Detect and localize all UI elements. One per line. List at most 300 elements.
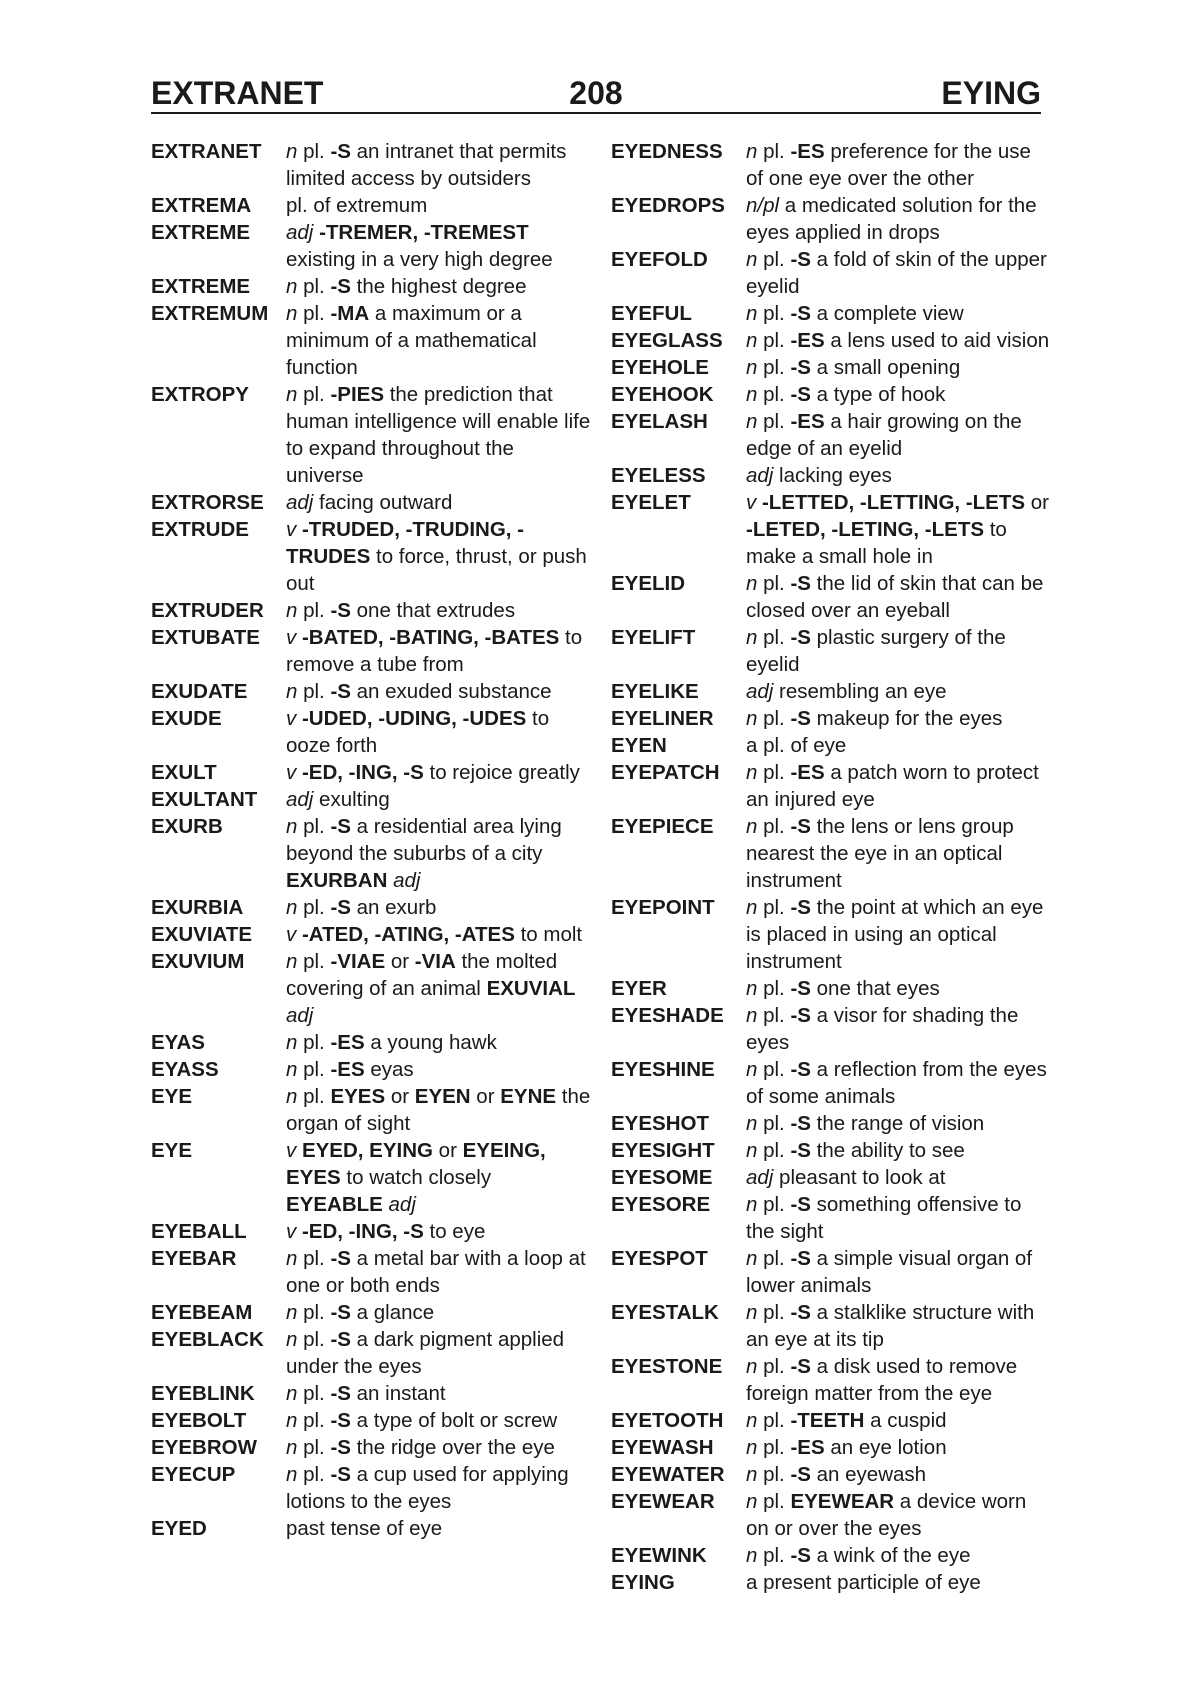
part-of-speech: n	[286, 1247, 298, 1270]
entry-definition	[286, 1137, 591, 1218]
definition-text: the lid of skin that can be closed over an eyeball	[746, 572, 1044, 622]
entry-headword: EYEPIECE	[611, 815, 714, 838]
definition-text: pl.	[757, 1193, 791, 1216]
part-of-speech: v	[286, 1220, 297, 1243]
definition-text: the highest degree	[350, 275, 527, 298]
dictionary-entry	[151, 1056, 591, 1083]
entry-headword: EXTRORSE	[151, 491, 264, 514]
part-of-speech: n	[746, 1139, 758, 1162]
definition-text: pl.	[757, 248, 791, 271]
definition-text: pl.	[297, 1031, 331, 1054]
entry-headword: EYAS	[151, 1031, 205, 1054]
entry-definition	[286, 678, 591, 705]
dictionary-entry	[611, 489, 1051, 570]
definition-text: pl.	[297, 1085, 331, 1108]
part-of-speech: n	[746, 140, 758, 163]
dictionary-entry	[151, 1434, 591, 1461]
definition-text: an intranet that permits limited access by outsiders	[286, 140, 567, 190]
definition-text: to eye	[423, 1220, 486, 1243]
entry-headword: EXURBIA	[151, 896, 244, 919]
definition-text: to ooze forth	[286, 707, 550, 757]
dictionary-entry	[611, 1191, 1051, 1245]
definition-text: a young hawk	[364, 1031, 497, 1054]
definition-text: one that extrudes	[350, 599, 516, 622]
entry-definition	[746, 1569, 1051, 1596]
dictionary-entry	[151, 516, 591, 597]
entry-definition	[286, 273, 591, 300]
definition-text: pl.	[757, 1490, 791, 1513]
dictionary-entry	[151, 1029, 591, 1056]
inflection-text: -S	[790, 302, 811, 325]
part-of-speech: n	[286, 1436, 298, 1459]
definition-text: preference for the use of one eye over the other	[746, 140, 1031, 190]
definition-text: pl.	[297, 302, 331, 325]
dictionary-entry	[611, 1488, 1051, 1542]
part-of-speech: n	[746, 977, 758, 1000]
definition-text: a fold of skin of the upper eyelid	[746, 248, 1047, 298]
inflection-text: -BATED, -BATING, -BATES	[301, 626, 560, 649]
dictionary-entry	[611, 894, 1051, 975]
inflection-text: -S	[790, 356, 811, 379]
inflection-text: EXUVIAL	[486, 977, 576, 1000]
part-of-speech: adj	[388, 1193, 416, 1216]
entry-headword: EYEBALL	[151, 1220, 247, 1243]
part-of-speech: v	[286, 761, 297, 784]
part-of-speech: n	[746, 1490, 758, 1513]
part-of-speech: adj	[286, 491, 314, 514]
definition-text: a type of hook	[810, 383, 946, 406]
entry-headword: EXTRUDER	[151, 599, 264, 622]
definition-text: a disk used to remove foreign matter from the eye	[746, 1355, 1018, 1405]
inflection-text: -TRUDED, -TRUDING, -TRUDES	[286, 518, 525, 568]
entry-definition	[746, 408, 1051, 462]
entry-headword: EXTREMA	[151, 194, 252, 217]
part-of-speech: n/pl	[746, 194, 780, 217]
dictionary-entry	[611, 1110, 1051, 1137]
entry-definition	[286, 192, 591, 219]
definition-text: pl.	[757, 329, 791, 352]
entry-definition	[286, 1245, 591, 1299]
entry-headword: EYESTALK	[611, 1301, 719, 1324]
part-of-speech: n	[286, 275, 298, 298]
entry-definition	[286, 1029, 591, 1056]
part-of-speech: n	[746, 815, 758, 838]
part-of-speech: n	[746, 1355, 758, 1378]
dictionary-entry	[611, 1434, 1051, 1461]
definition-text: pl.	[297, 599, 331, 622]
definition-text: a stalklike structure with an eye at its tip	[746, 1301, 1035, 1351]
definition-text: a type of bolt or screw	[350, 1409, 558, 1432]
entry-definition	[746, 1191, 1051, 1245]
definition-text: or	[432, 1139, 463, 1162]
entry-headword: EYED	[151, 1517, 207, 1540]
definition-text: past tense of eye	[286, 1517, 443, 1540]
part-of-speech: adj	[746, 464, 774, 487]
definition-text: an instant	[350, 1382, 446, 1405]
guide-word-left: EXTRANET	[151, 75, 324, 111]
dictionary-entry	[151, 1461, 591, 1515]
entry-definition	[746, 1434, 1051, 1461]
part-of-speech: v	[286, 707, 297, 730]
inflection-text: -S	[330, 1382, 351, 1405]
definition-text: something offensive to the sight	[746, 1193, 1022, 1243]
definition-text: the organ of sight	[286, 1085, 591, 1135]
definition-text: a metal bar with a loop at one or both ends	[286, 1247, 586, 1297]
inflection-text: EYEABLE	[286, 1193, 383, 1216]
part-of-speech: n	[286, 599, 298, 622]
page-header	[151, 74, 1041, 114]
definition-text: or	[385, 950, 415, 973]
inflection-text: -PIES	[330, 383, 384, 406]
definition-text: to rejoice greatly	[423, 761, 580, 784]
entry-headword: EXTUBATE	[151, 626, 260, 649]
definition-text: or	[385, 1085, 415, 1108]
part-of-speech: n	[746, 1409, 758, 1432]
part-of-speech: n	[286, 1382, 298, 1405]
entry-headword: EXUVIUM	[151, 950, 245, 973]
part-of-speech: n	[746, 356, 758, 379]
part-of-speech: adj	[286, 1004, 314, 1027]
definition-text: pl.	[297, 896, 331, 919]
definition-text: pl.	[757, 356, 791, 379]
definition-text: to make a small hole in	[746, 518, 1007, 568]
entry-definition	[746, 1002, 1051, 1056]
dictionary-entry	[611, 705, 1051, 732]
entry-headword: EXUDATE	[151, 680, 248, 703]
inflection-text: -S	[790, 1355, 811, 1378]
inflection-text: -S	[790, 1058, 811, 1081]
entry-definition	[746, 894, 1051, 975]
entry-definition	[746, 1461, 1051, 1488]
entry-definition	[746, 570, 1051, 624]
dictionary-entry	[151, 1137, 591, 1218]
entry-headword: EYEBAR	[151, 1247, 237, 1270]
definition-text: a patch worn to protect an injured eye	[746, 761, 1039, 811]
dictionary-entry	[611, 1245, 1051, 1299]
part-of-speech: adj	[746, 680, 774, 703]
page-number: 208	[569, 75, 623, 111]
entry-headword: EYESIGHT	[611, 1139, 715, 1162]
dictionary-entry	[611, 354, 1051, 381]
inflection-text: -S	[330, 599, 351, 622]
entry-definition	[746, 246, 1051, 300]
inflection-text: -S	[790, 815, 811, 838]
dictionary-entry	[611, 1569, 1051, 1596]
entry-definition	[746, 1299, 1051, 1353]
part-of-speech: adj	[393, 869, 421, 892]
entry-definition	[286, 138, 591, 192]
entry-headword: EYESTONE	[611, 1355, 723, 1378]
entry-definition	[746, 678, 1051, 705]
entry-definition	[746, 138, 1051, 192]
inflection-text: -S	[330, 1328, 351, 1351]
part-of-speech: n	[286, 1085, 298, 1108]
inflection-text: -S	[790, 896, 811, 919]
inflection-text: -S	[330, 896, 351, 919]
definition-text: pl.	[757, 1139, 791, 1162]
entry-definition	[746, 759, 1051, 813]
definition-text: a cuspid	[864, 1409, 947, 1432]
definition-text: pl.	[297, 1247, 331, 1270]
definition-text: pl.	[757, 1544, 791, 1567]
entry-headword: EXURB	[151, 815, 223, 838]
entry-headword: EYELET	[611, 491, 691, 514]
part-of-speech: n	[746, 410, 758, 433]
entry-definition	[746, 381, 1051, 408]
inflection-text: -S	[790, 977, 811, 1000]
dictionary-entry	[611, 570, 1051, 624]
entry-headword: EYEBLACK	[151, 1328, 264, 1351]
inflection-text: -ED, -ING, -S	[301, 1220, 424, 1243]
part-of-speech: n	[286, 1328, 298, 1351]
entry-definition	[746, 300, 1051, 327]
definition-text: pl.	[757, 1301, 791, 1324]
definition-text: the ridge over the eye	[350, 1436, 555, 1459]
part-of-speech: n	[746, 1463, 758, 1486]
part-of-speech: n	[286, 680, 298, 703]
entry-headword: EYEWASH	[611, 1436, 714, 1459]
definition-text: the molted covering of an animal	[286, 950, 558, 1000]
entry-definition	[286, 948, 591, 1029]
dictionary-entry	[611, 1542, 1051, 1569]
definition-text: exulting	[313, 788, 390, 811]
dictionary-entry	[611, 975, 1051, 1002]
inflection-text: -ES	[790, 410, 825, 433]
entry-definition	[746, 1542, 1051, 1569]
entry-definition	[286, 489, 591, 516]
definition-text: plastic surgery of the eyelid	[746, 626, 1006, 676]
definition-text: pl.	[757, 140, 791, 163]
entry-headword: EYEWATER	[611, 1463, 725, 1486]
guide-word-right: EYING	[941, 75, 1041, 111]
definition-text: the prediction that human intelligence will enable life to expand throughout the universe	[286, 383, 591, 487]
definition-text: pl.	[757, 815, 791, 838]
entry-definition	[746, 1407, 1051, 1434]
entry-headword: EYELIFT	[611, 626, 696, 649]
dictionary-entry	[611, 732, 1051, 759]
part-of-speech: n	[286, 950, 298, 973]
part-of-speech: n	[746, 1112, 758, 1135]
entry-headword: EXTRANET	[151, 140, 262, 163]
entry-headword: EYEPATCH	[611, 761, 720, 784]
inflection-text: -TREMER, -TREMEST	[319, 221, 529, 244]
inflection-text: -S	[330, 680, 351, 703]
part-of-speech: n	[746, 1247, 758, 1270]
entry-definition	[746, 354, 1051, 381]
inflection-text: EYES	[330, 1085, 386, 1108]
inflection-text: -S	[330, 140, 351, 163]
definition-text: or	[1025, 491, 1049, 514]
entry-definition	[286, 813, 591, 894]
part-of-speech: n	[286, 302, 298, 325]
entry-headword: EYE	[151, 1085, 193, 1108]
definition-text: eyas	[364, 1058, 414, 1081]
inflection-text: -MA	[330, 302, 370, 325]
definition-text: pl.	[757, 1058, 791, 1081]
definition-text: to remove a tube from	[286, 626, 583, 676]
part-of-speech: n	[746, 1544, 758, 1567]
inflection-text: -S	[790, 248, 811, 271]
definition-text: pl. of extremum	[286, 194, 428, 217]
inflection-text: -S	[330, 1247, 351, 1270]
entry-headword: EXTREME	[151, 275, 251, 298]
entry-headword: EYEHOOK	[611, 383, 714, 406]
dictionary-entry	[151, 273, 591, 300]
dictionary-entry	[151, 678, 591, 705]
inflection-text: -S	[790, 707, 811, 730]
part-of-speech: n	[746, 572, 758, 595]
dictionary-entry	[151, 192, 591, 219]
definition-text: pl.	[757, 1355, 791, 1378]
part-of-speech: n	[746, 248, 758, 271]
inflection-text: -S	[790, 1463, 811, 1486]
definition-text: an eye lotion	[824, 1436, 947, 1459]
entry-headword: EXTRUDE	[151, 518, 249, 541]
entry-headword: EYEBLINK	[151, 1382, 255, 1405]
inflection-text: -ES	[790, 140, 825, 163]
inflection-text: -S	[790, 1112, 811, 1135]
entry-definition	[286, 381, 591, 489]
entry-headword: EYESPOT	[611, 1247, 708, 1270]
dictionary-entry	[611, 327, 1051, 354]
definition-text: pl.	[297, 1382, 331, 1405]
entry-headword: EYEDROPS	[611, 194, 725, 217]
entry-definition	[286, 597, 591, 624]
definition-text: to watch closely	[340, 1166, 492, 1189]
dictionary-entry	[151, 786, 591, 813]
definition-text: or	[470, 1085, 501, 1108]
inflection-text: -VIA	[414, 950, 456, 973]
dictionary-entry	[611, 678, 1051, 705]
definition-text: pl.	[297, 1058, 331, 1081]
entry-definition	[746, 1488, 1051, 1542]
entry-headword: EXTREMUM	[151, 302, 269, 325]
entry-definition	[746, 1353, 1051, 1407]
entry-headword: EXULT	[151, 761, 217, 784]
entry-headword: EYELESS	[611, 464, 706, 487]
entry-definition	[746, 1137, 1051, 1164]
entry-definition	[286, 516, 591, 597]
entry-headword: EYEDNESS	[611, 140, 723, 163]
entry-headword: EYETOOTH	[611, 1409, 724, 1432]
part-of-speech: adj	[286, 788, 314, 811]
inflection-text: -ES	[790, 1436, 825, 1459]
entry-definition	[286, 786, 591, 813]
definition-text: pl.	[757, 1247, 791, 1270]
dictionary-entry	[151, 1407, 591, 1434]
part-of-speech: n	[746, 383, 758, 406]
definition-text: a lens used to aid vision	[824, 329, 1050, 352]
dictionary-entry	[151, 1380, 591, 1407]
entry-headword: EYEWINK	[611, 1544, 707, 1567]
part-of-speech: n	[746, 1193, 758, 1216]
entry-headword: EYEBROW	[151, 1436, 257, 1459]
dictionary-entry	[151, 1299, 591, 1326]
part-of-speech: v	[286, 923, 297, 946]
part-of-speech: v	[286, 1139, 297, 1162]
dictionary-entry	[611, 1164, 1051, 1191]
inflection-text: EXURBAN	[286, 869, 388, 892]
right-column	[611, 138, 1051, 1596]
entry-definition	[286, 1380, 591, 1407]
dictionary-entry	[611, 381, 1051, 408]
entry-definition	[286, 1407, 591, 1434]
definition-text: one that eyes	[810, 977, 940, 1000]
inflection-text: -S	[790, 1004, 811, 1027]
definition-text: a pl. of eye	[746, 734, 847, 757]
entry-definition	[286, 1218, 591, 1245]
entry-headword: EYESOME	[611, 1166, 713, 1189]
part-of-speech: n	[746, 302, 758, 325]
left-column	[151, 138, 591, 1542]
dictionary-entry	[151, 1326, 591, 1380]
part-of-speech: n	[746, 707, 758, 730]
definition-text: pl.	[297, 1301, 331, 1324]
entry-definition	[746, 1164, 1051, 1191]
entry-definition	[286, 921, 591, 948]
dictionary-entry	[151, 813, 591, 894]
entry-headword: EYE	[151, 1139, 193, 1162]
entry-headword: EXTREME	[151, 221, 251, 244]
dictionary-entry	[611, 813, 1051, 894]
entry-headword: EYEPOINT	[611, 896, 715, 919]
inflection-text: -S	[790, 1247, 811, 1270]
dictionary-entry	[151, 921, 591, 948]
dictionary-entry	[611, 1299, 1051, 1353]
inflection-text: -S	[330, 275, 351, 298]
definition-text: resembling an eye	[773, 680, 947, 703]
dictionary-entry	[611, 1056, 1051, 1110]
inflection-text: -S	[330, 1436, 351, 1459]
inflection-text: -S	[790, 383, 811, 406]
dictionary-entry	[611, 1353, 1051, 1407]
definition-text: pl.	[757, 1112, 791, 1135]
part-of-speech: n	[286, 1301, 298, 1324]
definition-text: pl.	[757, 896, 791, 919]
entry-definition	[746, 624, 1051, 678]
definition-text: pleasant to look at	[773, 1166, 946, 1189]
dictionary-entry	[151, 705, 591, 759]
inflection-text: -S	[790, 626, 811, 649]
entry-definition	[286, 1326, 591, 1380]
part-of-speech: v	[746, 491, 757, 514]
entry-headword: EXUVIATE	[151, 923, 252, 946]
part-of-speech: n	[746, 896, 758, 919]
part-of-speech: n	[746, 329, 758, 352]
entry-headword: EYEWEAR	[611, 1490, 715, 1513]
entry-definition	[286, 705, 591, 759]
part-of-speech: n	[746, 1301, 758, 1324]
definition-text: a glance	[350, 1301, 435, 1324]
entry-headword: EYESORE	[611, 1193, 711, 1216]
inflection-text: -S	[790, 1193, 811, 1216]
part-of-speech: n	[746, 1436, 758, 1459]
entry-definition	[746, 1245, 1051, 1299]
definition-text: pl.	[297, 1328, 331, 1351]
entry-definition	[746, 462, 1051, 489]
entry-definition	[746, 813, 1051, 894]
part-of-speech: v	[286, 626, 297, 649]
definition-text: a present participle of eye	[746, 1571, 981, 1594]
part-of-speech: n	[286, 1058, 298, 1081]
entry-headword: EYESHADE	[611, 1004, 724, 1027]
entry-headword: EYELINER	[611, 707, 714, 730]
part-of-speech: n	[286, 1463, 298, 1486]
inflection-text: EYED, EYING	[301, 1139, 433, 1162]
definition-text: a cup used for applying lotions to the eyes	[286, 1463, 569, 1513]
dictionary-entry	[611, 192, 1051, 246]
dictionary-entry	[611, 138, 1051, 192]
